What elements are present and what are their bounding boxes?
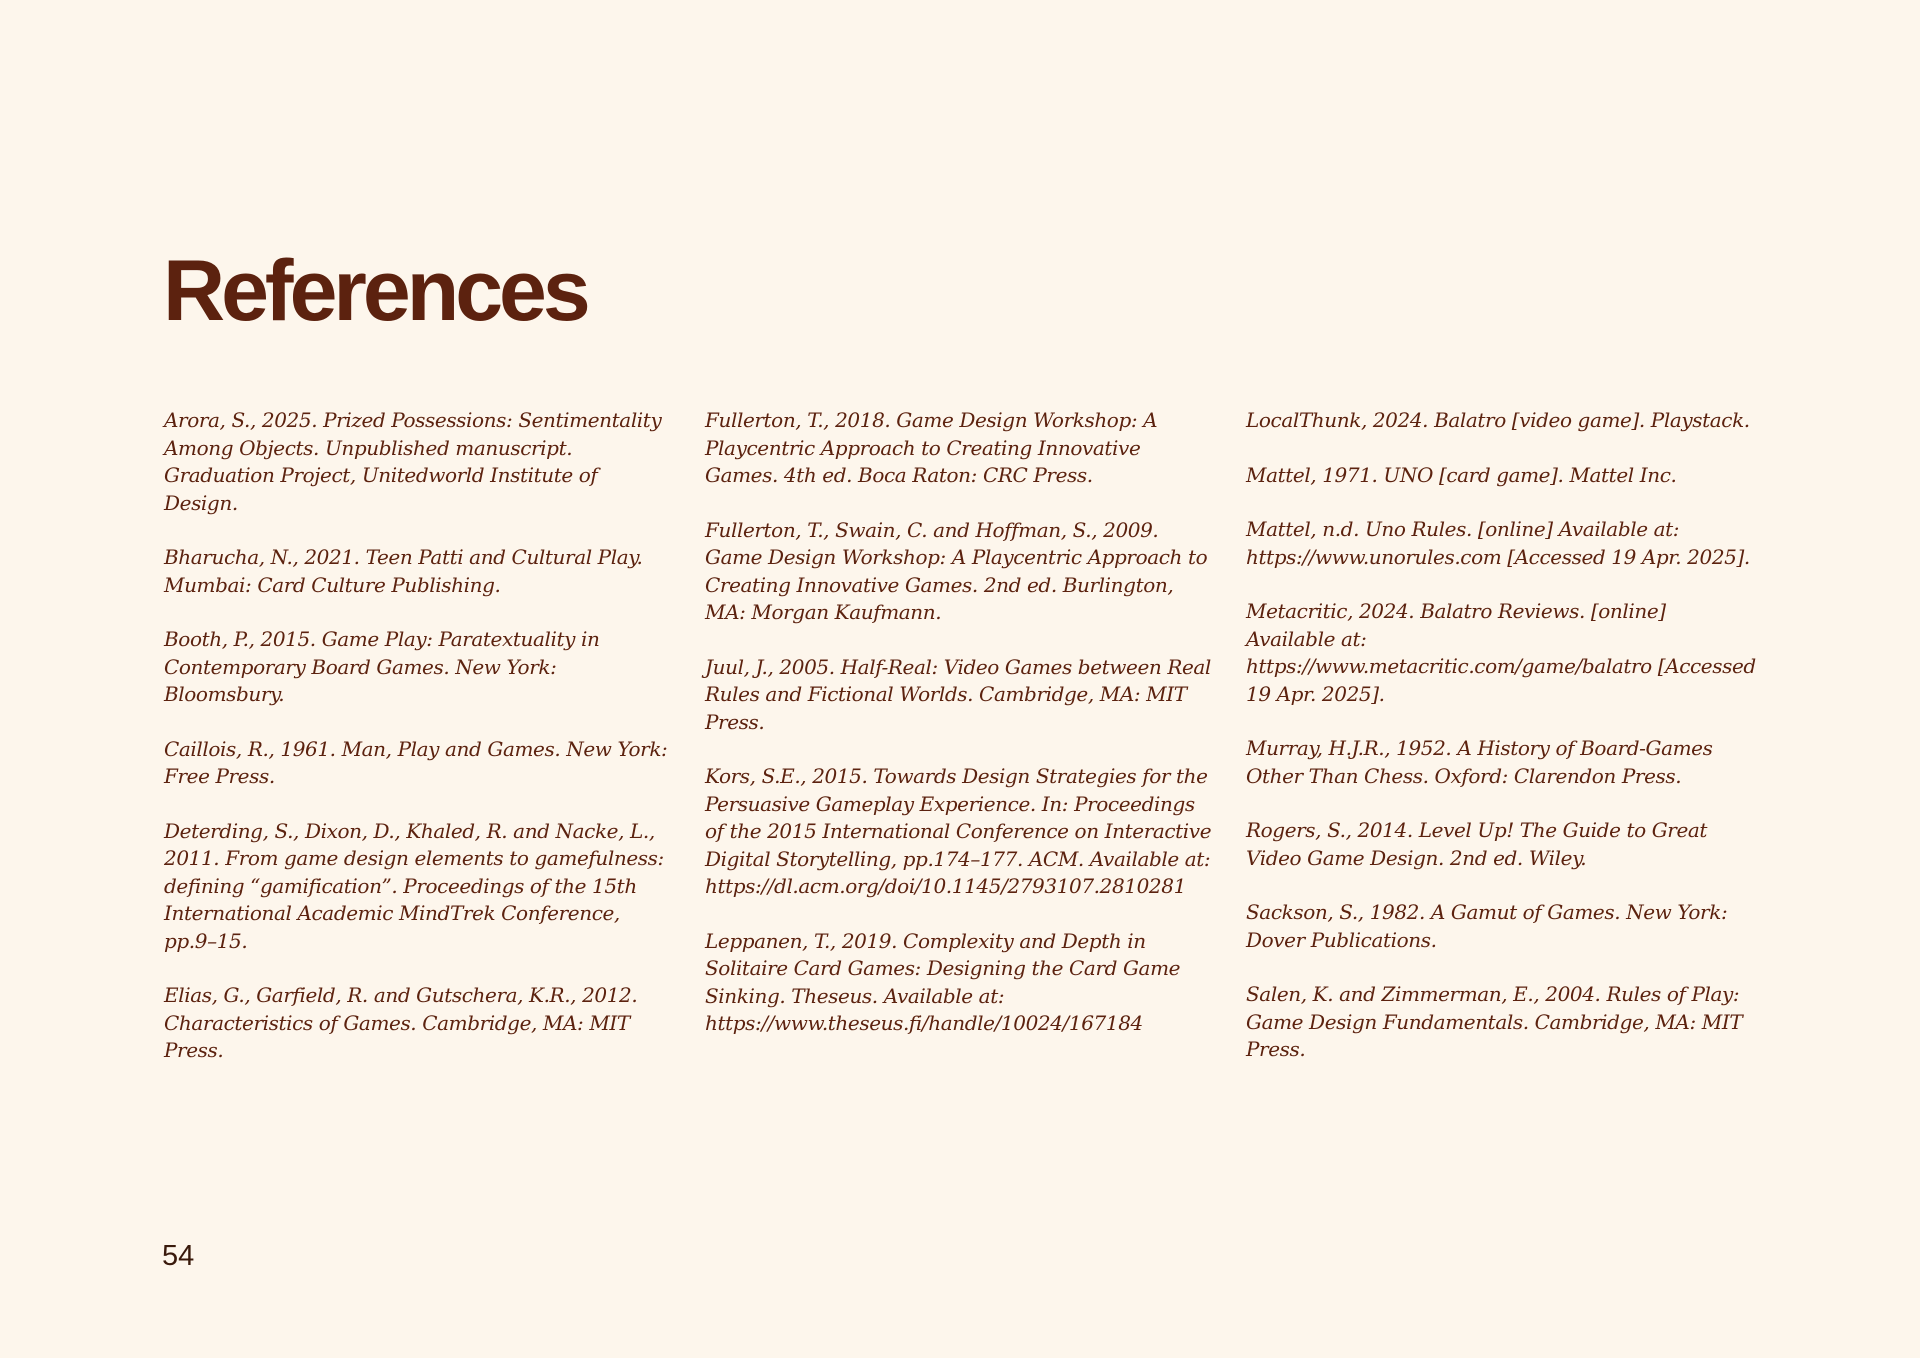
references-column-2 [705,407,1215,1065]
reference-entry: Leppanen, T., 2019. Complexity and Depth in Solitaire Card Games: Designing the Card Game Sinking. Theseus. Available at: https://www.theseus.fi/handle/10024/167184 [705,928,1181,1035]
reference-entry: Elias, G., Garfield, R. and Gutschera, K.R., 2012. Characteristics of Games. Cambridge, MA: MIT Press. [164,983,638,1062]
references-column-1 [164,407,674,1092]
reference-entry: Juul, J., 2005. Half-Real: Video Games between Real Rules and Fictional Worlds. Cambridge, MA: MIT Press. [705,654,1211,734]
reference-entry: Kors, S.E., 2015. Towards Design Strategies for the Persuasive Gameplay Experience. In: Proceedings of the 2015 International Conference on Interactive Digital Storytelling, pp.174–177. ACM. Available at: https://dl.acm.org/doi/10.1145/2793107.2810281 [705,764,1212,898]
reference-entry: Caillois, R., 1961. Man, Play and Games. New York: Free Press. [164,736,668,788]
reference-entry: LocalThunk, 2024. Balatro [video game]. Playstack. [1246,408,1750,432]
reference-entry: Metacritic, 2024. Balatro Reviews. [online] Available at: https://www.metacritic.com/game/balatro [Accessed 19 Apr. 2025]. [1246,599,1756,706]
reference-entry: Salen, K. and Zimmerman, E., 2004. Rules of Play: Game Design Fundamentals. Cambridge, MA: MIT Press. [1246,982,1743,1061]
reference-entry: Murray, H.J.R., 1952. A History of Board-Games Other Than Chess. Oxford: Clarendon Press. [1246,736,1713,788]
page-title: References [163,243,587,339]
reference-entry: Sackson, S., 1982. A Gamut of Games. New York: Dover Publications. [1246,900,1728,952]
reference-entry: Arora, S., 2025. Prized Possessions: Sentimentality Among Objects. Unpublished manuscript. Graduation Project, Unitedworld Institute of Design. [164,408,662,515]
reference-entry: Booth, P., 2015. Game Play: Paratextuality in Contemporary Board Games. New York: Bloomsbury. [164,627,600,706]
page-number: 54 [162,1240,195,1272]
reference-entry: Fullerton, T., 2018. Game Design Workshop: A Playcentric Approach to Creating Innovative Games. 4th ed. Boca Raton: CRC Press. [705,408,1158,487]
reference-entry: Rogers, S., 2014. Level Up! The Guide to Great Video Game Design. 2nd ed. Wiley. [1246,818,1708,870]
reference-entry: Mattel, n.d. Uno Rules. [online] Available at: https://www.unorules.com [Accessed 19 Apr. 2025]. [1246,517,1750,569]
reference-entry: Mattel, 1971. UNO [card game]. Mattel Inc. [1246,462,1677,487]
reference-entry: Fullerton, T., Swain, C. and Hoffman, S., 2009. Game Design Workshop: A Playcentric Approach to Creating Innovative Games. 2nd ed. Burlington, MA: Morgan Kaufmann. [705,517,1208,624]
references-column-3 [1246,407,1756,1091]
reference-entry: Deterding, S., Dixon, D., Khaled, R. and Nacke, L., 2011. From game design elements to gamefulness: defining “gamification”. Proceedings of the 15th International Academic MindTrek Conference, pp.9–15. [164,818,664,953]
reference-entry: Bharucha, N., 2021. Teen Patti and Cultural Play. Mumbai: Card Culture Publishing. [164,545,643,597]
